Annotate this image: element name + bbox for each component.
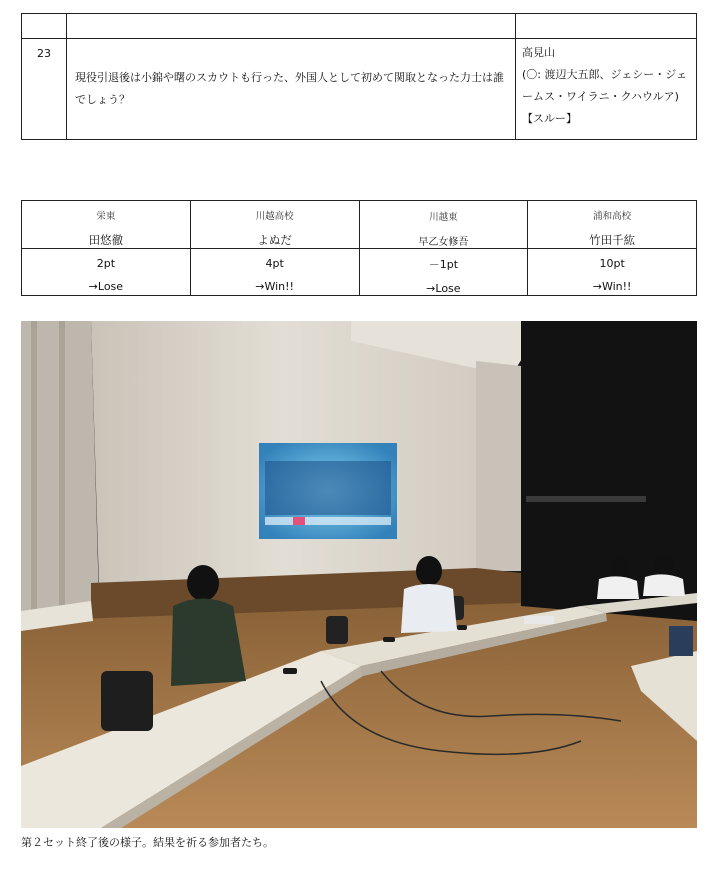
player-school: 栄東 <box>96 211 116 222</box>
player-cell <box>22 201 191 249</box>
player-result: →Win!! <box>255 280 294 293</box>
player-points: －1pt <box>428 257 459 271</box>
player-school: 浦和高校 <box>593 211 632 222</box>
player-name: 早乙女修吾 <box>418 236 469 248</box>
answer-line: 【スルー】 <box>522 112 577 125</box>
answer-line: 高見山 <box>522 46 555 59</box>
player-result: →Lose <box>426 281 461 295</box>
player-name: よぬだ <box>257 233 292 247</box>
question-number-cell <box>22 14 67 39</box>
player-name: 田悠徹 <box>88 233 124 247</box>
question-text-cell: 現役引退後は小錦や曙のスカウトも行った、外国人として初めて関取となった力士は誰でしょう？ <box>67 39 516 140</box>
event-hall-photo <box>21 321 697 828</box>
table-row <box>22 201 697 249</box>
player-result: →Win!! <box>592 280 632 293</box>
question-text-cell <box>67 14 516 39</box>
result-cell <box>22 249 191 296</box>
question-number-cell: 23 <box>22 39 67 140</box>
result-cell <box>528 249 697 296</box>
answer-line: ームス・ワイラニ・クハウルア) <box>522 90 679 103</box>
table-row <box>22 39 697 140</box>
player-result: →Lose <box>88 280 124 293</box>
player-cell <box>528 201 697 249</box>
event-hall-photo-icon <box>21 321 697 828</box>
player-cell <box>359 201 528 249</box>
result-cell <box>190 249 359 296</box>
score-table <box>21 200 697 296</box>
answer-cell <box>516 14 697 39</box>
player-name: 竹田千紘 <box>589 233 636 247</box>
player-cell <box>190 201 359 249</box>
result-cell <box>359 249 528 296</box>
answer-cell <box>516 39 697 140</box>
player-points: 10pt <box>599 257 625 270</box>
table-row <box>22 249 697 296</box>
player-points: 4pt <box>265 257 284 270</box>
player-school: 川越東 <box>429 211 458 223</box>
answer-line: (〇: 渡辺大五郎、ジェシー・ジェ <box>522 68 688 81</box>
table-row <box>22 14 697 39</box>
question-table <box>21 13 697 140</box>
player-points: 2pt <box>96 257 116 270</box>
player-school: 川越高校 <box>255 211 294 222</box>
photo-caption: 第２セット終了後の様子。結果を祈る参加者たち。 <box>21 836 274 849</box>
